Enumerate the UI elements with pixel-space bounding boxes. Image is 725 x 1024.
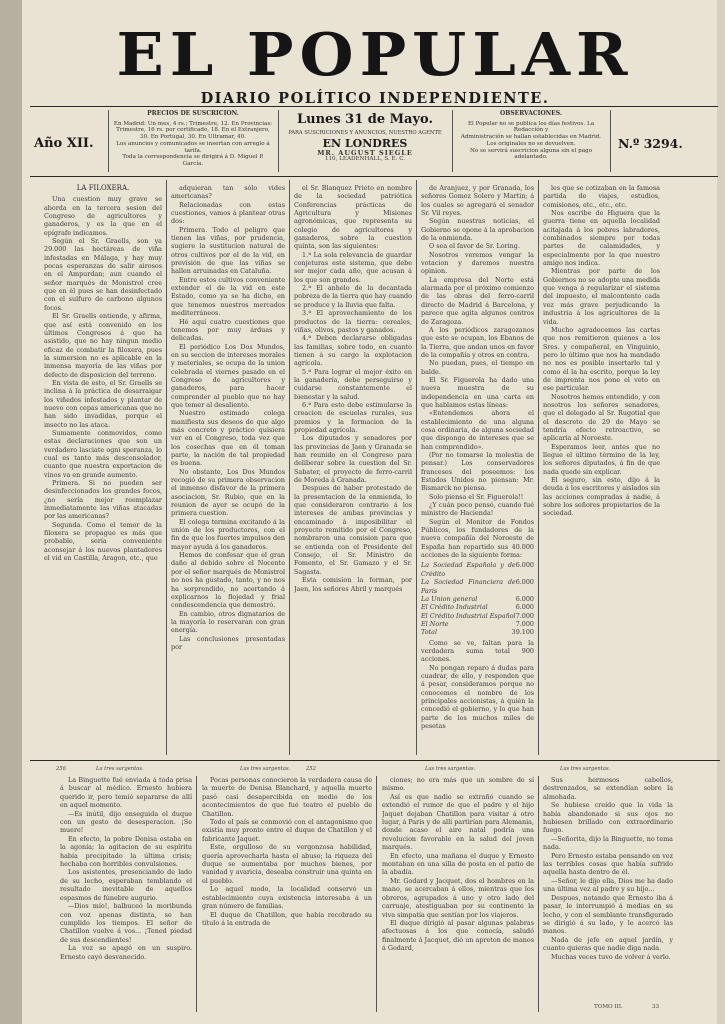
paragraph: A los periódicos zaragozanos que esto se ocupan, los Ebanos de la Tierra, que andan unos en favor de la compañía y otros en contra.	[421, 325, 534, 359]
paragraph: ciones; no era más que un sombre de sí mismo.	[382, 776, 534, 793]
date-box	[282, 112, 448, 163]
column-rule	[376, 776, 377, 1012]
paragraph: Una cuestion muy grave se aborda en la tercera sesion del Congreso de agricultores y ganaderos, y es la que en el epígrafe indicamos.	[44, 195, 162, 237]
table-row: La Sociedad Española y de Crédito 6.000	[421, 561, 534, 578]
paragraph: Como se ve, faltan para la verdadera suma total 900 acciones.	[421, 638, 534, 664]
table-row: Total 39.100	[421, 628, 534, 637]
prices-title: PRECIOS DE SUSCRICION.	[147, 110, 239, 117]
paragraph: En cambio, otros dignatarios de la mayoría lo reservaran con gran energía.	[171, 609, 285, 635]
running-head: Las tres sargentas.	[425, 766, 476, 772]
paragraph: Mr. Godard y Jacquet, dos el hombres en la mano, se acercaban á ellos, mientras que los obreros, agrupados á uno y otro lado del carruaje, atestiguaban por su continente la viva simpatía que sentían por los viajeros.	[382, 876, 534, 919]
observations-line: Los originales no se devuelven.	[486, 140, 576, 147]
column-rule	[166, 180, 167, 755]
folletin-column-1	[60, 776, 192, 1012]
paragraph: Nosotros hemos entendido, y con nosotros los señores senadores, que el delegado al Sr. Rugotial que el descreto de 29 de Mayo se tendría efecto retroactivo, se aplicaría al Noroeste.	[543, 392, 660, 443]
header-divider	[108, 110, 109, 172]
column-rule	[416, 180, 417, 755]
folletin-column-3	[382, 776, 534, 1012]
observations-title: OBSERVACIONES.	[500, 110, 562, 117]
paragraph: El seguro, sin esto, dijo á la deuda á los escritores y aislados sin las acciones compradas á nadie, á sobre los señores propietarios de la sociedad.	[543, 476, 660, 518]
prices-line: Toda la correspondencia se dirigirá á D. Miguel P. García.	[122, 154, 264, 167]
paragraph: Según el Sr. Graells, son ya 29.000 las hectáreas de viña infestadas en Málaga, y hay muy pocas esperanzas de salir airosos en el Ampurdan; aun cuando el señor marqués de Monistrol cree que en él pues se han desinfectado con el sulfuro de carbono algunos focos.	[44, 237, 162, 312]
paragraph: 5.ª Para lograr el mejor éxito en la ganadería, debe perseguirse y cuidarse constantemente el bienestar y la salud.	[294, 367, 412, 401]
paragraph: Lo aquel modo, la localidad conservó un establecimiento cuya existencia interesaba á un gran número de familias.	[202, 885, 372, 911]
paragraph: La voz se apagó en un suspiro. Ernesto cayó desvanecido.	[60, 944, 192, 961]
issue-date: Lunes 31 de Mayo.	[297, 112, 433, 127]
paragraph: Primera. Si no pueden ser desinfeccionados los grandes focos, ¿no sería mejor reemplazar inmediatamente las viñas atacadas por las americanas?	[44, 479, 162, 521]
paragraph: En efecto, una mañana el duque y Ernesto montaban en una silla de posta en el patio de la abadía.	[382, 851, 534, 877]
london-label: EN LONDRES	[322, 136, 408, 150]
article-column-4	[421, 184, 534, 752]
newspaper-title: EL POPULAR	[116, 19, 634, 90]
running-head: Las tres sargentas.	[240, 766, 291, 772]
paragraph: Nuestro estimado colega manifiesta sus deseos de que algo más concreto y práctico quisiera ver en el Congreso, toda vez que los cosechas que en él toman parte, la nación de tal propiedad es buena.	[171, 409, 285, 468]
running-head: La tres sargentas.	[96, 766, 144, 772]
paragraph: O sea el favor de Sr. Loring.	[429, 242, 520, 251]
paragraph: Esta comision la forman, por Jaen, los señores Abril y marqués	[294, 576, 412, 593]
masthead	[30, 19, 720, 107]
article-column-2	[171, 184, 285, 752]
table-row: El Crédito Industrial Español 7.000	[421, 611, 534, 620]
newspaper-subtitle: DIARIO POLÍTICO INDEPENDIENTE.	[200, 90, 550, 107]
paragraph: de Aranjuez, y por Granada, los señores Gomez Solero y Martin; á los cuales se agregará el senador Sr. Vil reyes.	[421, 184, 534, 218]
paragraph: Segunda. Como el temor de la filoxera se propague es más que probable, sería conveniente aconsejar á los nuevos plantadores el vid en Castilla, Aragon, etc., que	[44, 520, 162, 563]
shares-table	[421, 561, 534, 636]
paragraph: Relacionadas con estas cuestiones, vamos á plantear otras dos:	[171, 200, 285, 226]
agent-name: MR. AUGUST SIEGLE	[317, 148, 413, 157]
volume-label: TOMO III.	[594, 1004, 623, 1010]
paragraph: Hemos de confesar que el gran daño al debido sobre el Nocente por el señor marqués de Monistrol no nos ha gustado, tanto, y no nos ha sorprendido, no acertando á explicarnos la flojedad y frial condescendencia que demostró.	[171, 551, 285, 610]
paragraph: Los diputados y senadores por las provincias de Jaen y Granada se han reunido en el Congreso para deliberar sobre la cuestion del Sr. Sabater, el proyecto de ferro-carril de Moreda á Granada.	[294, 434, 412, 485]
prices-box	[112, 111, 274, 168]
agent-address: 110, LEADENHALL, S. E. C.	[324, 156, 406, 163]
header-bottom-rule	[30, 176, 718, 177]
paragraph: Este, orgulloso de su vergonzosa habilidad, quería aprovecharla hasta el abuso; la riqueza del duque se aumentaba por muchos bienes, por vanidad y avaricia, deseaba construir una quinta en el pueblo.	[202, 843, 372, 885]
page-number-right: 252	[306, 766, 316, 772]
header-divider	[452, 110, 453, 172]
paragraph: Despues de haber protestado de la presentacion de la enmienda, lo que consideraron contrario á los intereses de ambas provincias y encaminado á imposibilitar el proyecto remitido por el Congreso, nombraron una comision para que se entienda con el Presidente del Consejo, el Sr. Ministro de Fomento, el Sr. Gamazo y el Sr. Sagasta.	[294, 484, 412, 576]
paragraph: En vista de esto, el Sr. Graells se inclina á la práctica de desarraigar los viñedos infestados y plantar de nuevo con cepas americanas que no han sido invadidas, porque el insecto no las ataca.	[44, 378, 162, 429]
paragraph: Hé aquí cuatro cuestiones que tenemos por muy árduas y delicadas.	[171, 317, 285, 343]
paragraph: Se hubiese creído que la vida la había abandonado si sus ojos no hubiesen brillado con extraordinario fuego.	[543, 801, 673, 835]
observations-line: Administración se hallan establecidas en Madrid.	[460, 134, 602, 141]
paragraph: El duque dirigió al pasar algunas palabras afectuosas á los que conocía, saludó finalmente á Jacquet, dió un apreton de manos á Godard,	[382, 918, 534, 953]
observations-line: No se servirá suscricion alguna sin el pago adelantado.	[469, 147, 592, 161]
folletin-column-2	[202, 776, 372, 1012]
paragraph: 4.ª Deben declararse obligadas las familias, sobre todo, en cuanto tienen á su cargo la explotacion agrícola.	[294, 334, 412, 368]
paragraph: —Dios mío!, balbuceó la moribunda con voz apenas distinta, se han cumplido los tiempos. El señor de Chatillon vuelve á vos... ¡Tened piedad de sus descendientes!	[60, 902, 192, 944]
prices-line: Los anuncios y comunicados se insertan con arreglo á tarifa.	[116, 140, 270, 154]
folio-number: 33	[652, 1004, 660, 1010]
paragraph: El colega termina excitando á la unión de los productores, con el fin de que los fuertes impulsos den mayor ayuda á los ganaderos.	[171, 517, 285, 551]
paragraph: les que se cotizaban en la famosa partida de viajes, estudios, comisiones, etc., etc., etc.	[543, 184, 660, 209]
page-number-left: 256	[56, 766, 66, 772]
paragraph: No obstante, Los Dos Mundos recogió de su primera observacion el inmenso disfavor de la primera asociacion, Sr. Rubio, que en la reunion de ayer se ocupó de la primera cuestion.	[171, 467, 285, 518]
header-top-rule	[30, 106, 718, 107]
paragraph: El periódico Los Dos Mundos, en su seccion de intereses morales y materiales, se ocupa de la union celebrada el viernes pasado en el Congreso de agricultores y ganaderos, para hacer comprender al pueblo que no hay que temer al desaliento.	[171, 342, 285, 409]
paragraph: Entre estos cultivos conveniente extender el de la vid en este Estado, como ya se ha dicho, en que tenemos nuestros mercados mediterráneos.	[171, 275, 285, 318]
paragraph: En efecto, la pobre Denisa estaba en la agonía; la agitacion de su espíritu había precipitado la última crisis; hechaba con horribles convulsiones.	[60, 834, 192, 869]
table-row: El Crédito Industrial 6.000	[421, 603, 534, 612]
table-row: La Sociedad Financiera de Paris 6.000	[421, 578, 534, 595]
folletin-column-4	[543, 776, 673, 1002]
paragraph: Según el Monitor de Fondos Públicos, los fundadores de la nueva compañía del Noroeste de España han repartido sus 40.000 acciones de la siguiente forma:	[421, 517, 534, 560]
paragraph: El Sr. Graells entiende, y afirma, que así está convenido en los últimos Congresos á que ha asistido, que no hay ningun medio eficaz de combatir la filoxera, pues la sumersion no es aplicable en la inmensa mayoría de las viñas por defecto de disposicion del terreno.	[44, 312, 162, 379]
paragraph: Despues, notando que Ernesto iba á pasar, le interrumpió á medias en su lecho, y con el semblante transfigurado se dirigió á su lado, y le acercó las manos.	[543, 893, 673, 936]
article-column-1	[44, 184, 162, 752]
paragraph: No puedan, pues, el tiempo en balde.	[421, 359, 534, 376]
paragraph: Sus hermosos cabellos, destrenzados, se extendían sobre la almohada.	[543, 776, 673, 801]
paragraph: adquieran tan sólo vides americanas?	[171, 184, 285, 201]
page-edge	[717, 0, 725, 1024]
column-rule	[289, 180, 290, 755]
agent-note: PARA SUSCRICIONES Y ANUNCIOS, NUESTRO AGENTE	[288, 130, 442, 136]
observations-box	[456, 111, 606, 161]
paragraph: Los asistentes, presenciando de lado de su lecho, esperaban temblando el resultado inevitable de aquellos espasmos de fúnebre augurio.	[60, 868, 192, 902]
observations-line: El Popular no se publica los días festivos. La Redacción y	[467, 120, 595, 134]
paragraph: 1.ª La sola relevancia de guardar conjeturas este sistema, que debe ser mejor cada año, que acusan á los que son grandes.	[294, 250, 412, 284]
prices-line: Trimestre, 16 rs. por certificado, 18. En el Extranjero,	[116, 127, 270, 134]
paragraph: (Por no tomarse la molestia de pensar.) Los conservadores franceses del poseemos: los Estados Unidos no piensan: Mr. Bismarck no piensa.	[421, 451, 534, 493]
paragraph: Sumamente conmovidos, como estas declaraciones que son un verdadero lasciate ogni speranza, lo cual es tanto más desconsolador, cuanto que nuestra exportacion de vinos va en grande aumento.	[44, 428, 162, 479]
paragraph: 6.ª Para esto debe estimularse la creacion de escuelas rurales, sus premios y la formacion de la propiedad agrícola.	[294, 400, 412, 434]
paragraph: Así es que nadie se extrañó cuando se extendió el rumor de que el padre y el hijo Jaquet dejaban Chatillon para visitar á otro lugar, á Paris y de allí partirían para Alemania, donde acaso el aire natal podría una revolucion favorable en la salud del joven marqués.	[382, 792, 534, 852]
paragraph: Pocas personas conocieron la verdadera causa de la muerte de Denisa Blanchard, y aquella muerte pasó casi desapercibida en medio de los acontecimientos de que fué teatro el pueblo de Chatillon.	[202, 776, 372, 818]
header-divider	[278, 110, 279, 172]
paragraph: Muchas veces tuvo de volver á verlo.	[551, 952, 671, 961]
paragraph: No pongan reparo á dudas para cuadrar, de ello, y responden que á pesar, consideramos porque no conocemos el nombre de los principales accionistas, á quién la concedió el gobierno, y lo que han parte de los muchos miles de pesetas	[421, 663, 534, 730]
article-column-3	[294, 184, 412, 752]
table-row: El Norte 7.000	[421, 619, 534, 628]
column-rule	[196, 776, 197, 1012]
paragraph: —Es inútil, dijo enseguida el duque con un gesto de desesperacion. ¡Se muere!	[60, 809, 192, 835]
paragraph: Mucho agradecemos las cartas que nos remitieron quienes a los Sres. y compañeral, en Vinguinio, pero lo último que nos ha mandado no nos es posible insertarlo tal y como él la ha escrito, porque la ley de imprenta nos pone el veto en ese particular.	[543, 325, 660, 393]
paragraph: El Sr. Figuerola ha dado una nueva muestra de su independencia en una carta en que hablamos estas líneas:	[421, 375, 534, 409]
paragraph: La empresa del Norte está alarmada por el próximo comienzo de las obras del ferro-carril directo de Madrid á Barcelona, y parece que agita algunos centros de Zaragoza.	[421, 275, 534, 326]
paragraph: Nada de jefe en aquel jardín, y cuanto quieras que nadie diga nada.	[543, 935, 673, 953]
paragraph: El duque de Chatillon, que había recobrado su título á la entrada de	[202, 910, 372, 927]
column-rule	[538, 180, 539, 755]
column-rule	[538, 776, 539, 1012]
prices-line: En Madrid: Un mes, 4 rs.; Trimestre, 12. En Provincias:	[113, 120, 273, 127]
paragraph: ¿Y cuán poco pensó, cuando fué ministro de Hacienda!	[421, 501, 534, 518]
paragraph: Nosotros veremos vengar la votacion y daremos nuestra opinion.	[421, 250, 534, 276]
paragraph: Según nuestras noticias, el Gobierno se opone á la aprobacion de la enmienda.	[421, 217, 534, 243]
paragraph: el Sr. Blanquez Prieto en nombre de la sociedad patriótica Conferencias prácticas de Agricultura y Misiones agronómicas, que representa su colegio de agricultores y ganaderos, sobre la cuestion quinta, son las siguientes:	[294, 184, 412, 251]
header-divider	[610, 110, 611, 172]
article-heading: LA FILOXERA.	[76, 184, 130, 192]
issue-number: N.º 3294.	[618, 136, 683, 151]
prices-line: 30. En Portugal, 30. En Ultramar, 40.	[140, 134, 246, 141]
paragraph: «Entendemos ahora el establecimiento de una alguna cosa ordinaria, de alguna sociedad que disponga de intereses que se han comprendido».	[421, 409, 534, 451]
article-column-5	[543, 184, 660, 752]
paragraph: 3.ª El aprovechamiento de los productos de la tierra: cereales, viñas, olivos, pastos y ganados.	[294, 309, 412, 334]
paragraph: La Binguette fué enviada á toda prisa á buscar al médico. Ernesto hubiera querido ir, pero temió separarse de allí en aquel momento.	[60, 776, 192, 810]
folletin-rule	[30, 760, 720, 761]
paragraph: —Señor, le dijo ella, Dios me ha dado una última vez al padre y su hijo...	[543, 876, 673, 894]
paragraph: Las conclusiones presentadas por	[171, 634, 285, 651]
binding-gutter	[0, 0, 22, 1024]
paragraph: Nos escribe de Higuera que la guerra tiene en aquella localidad acitajada á los pobres labradores, combinados siempre por todas partes de calamidades, y especialmente por la que nuestro amigo nos indica.	[543, 209, 660, 268]
paragraph: Esperamos leer, antes que no llegue el último término de la ley, los señores diputados, á fin de que nada quede sin explicar.	[543, 442, 660, 476]
table-row: La Union general 6.000	[421, 594, 534, 603]
paragraph: Mientras por parte de los Gobiernos no se adopte una medida que venga á regularizar el sistema del impuesto, el malcontento cada vez más grave perjudicando la industria á los agricultores de la vida.	[543, 267, 660, 326]
running-head: Las tres sargentas.	[560, 766, 611, 772]
paragraph: 2.ª El anhelo de la decantada pobreza de la tierra que hay cuando se produce y la lluvia que falta.	[294, 284, 412, 309]
paragraph: —Señorita, dijo la Binguette, no tema nada.	[543, 834, 673, 852]
paragraph: Pero Ernesto estaba pensando en vez las terribles cosas que había sufrido aquella hasta dentro de él.	[543, 851, 673, 877]
paragraph: Primera. Todo el peligro que tienen las viñas, por prudencia, sugiere la sustitucion natural de otros cultivos por el de la vid, en previsión de que las viñas se hallen arruinadas en Cataluña.	[171, 225, 285, 276]
year-label: Año XII.	[34, 136, 94, 151]
paragraph: Solo piensa el Sr. Figuerola!!	[429, 492, 524, 501]
paragraph: Todo el país se conmovió con el antagonismo que existía muy pronto entre el duque de Chatillon y el fabricante Jaquet.	[202, 818, 372, 843]
